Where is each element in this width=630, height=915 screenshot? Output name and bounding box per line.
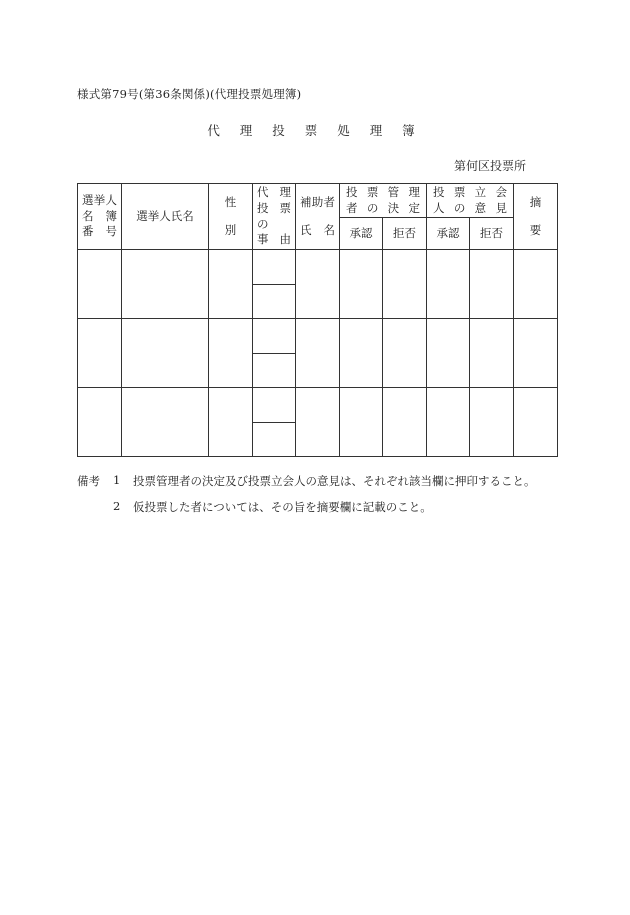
cell-proxy-reason-lower bbox=[253, 284, 296, 319]
cell-assistant-name bbox=[296, 388, 340, 457]
note-number: 1 bbox=[113, 473, 121, 487]
note-item bbox=[77, 499, 536, 525]
cell-assistant-name bbox=[296, 250, 340, 319]
notes-section bbox=[77, 473, 536, 525]
cell-register-number bbox=[78, 250, 122, 319]
cell-proxy-reason-lower bbox=[253, 353, 296, 388]
cell-witness-approve bbox=[427, 388, 470, 457]
cell-manager-approve bbox=[340, 388, 383, 457]
cell-proxy-reason-upper bbox=[253, 388, 296, 423]
cell-manager-approve bbox=[340, 250, 383, 319]
cell-manager-approve bbox=[340, 319, 383, 388]
cell-sex bbox=[209, 388, 253, 457]
form-reference: 様式第79号(第36条関係)(代理投票処理簿) bbox=[77, 87, 302, 101]
header-voter-register-number: 選挙人 名 簿 番 号 bbox=[78, 184, 122, 250]
header-assistant-name: 補助者 氏 名 bbox=[296, 184, 340, 250]
notes-label: 備考 bbox=[77, 474, 100, 488]
cell-remarks bbox=[514, 388, 558, 457]
cell-voter-name bbox=[122, 388, 209, 457]
header-manager-decision: 投 票 管 理 者 の 決 定 bbox=[340, 184, 427, 218]
header-proxy-reason: 代 理 投票の 事 由 bbox=[253, 184, 296, 250]
header-witness-reject: 拒否 bbox=[470, 218, 514, 250]
cell-proxy-reason-lower bbox=[253, 422, 296, 457]
cell-voter-name bbox=[122, 250, 209, 319]
header-sex: 性 別 bbox=[209, 184, 253, 250]
cell-voter-name bbox=[122, 319, 209, 388]
note-number: 2 bbox=[113, 499, 121, 513]
cell-register-number bbox=[78, 319, 122, 388]
note-text: 投票管理者の決定及び投票立会人の意見は、それぞれ該当欄に押印すること。 bbox=[133, 474, 536, 488]
cell-remarks bbox=[514, 319, 558, 388]
cell-register-number bbox=[78, 388, 122, 457]
cell-witness-reject bbox=[470, 250, 514, 319]
header-witness-approve: 承認 bbox=[427, 218, 470, 250]
note-item bbox=[77, 473, 536, 499]
cell-proxy-reason-upper bbox=[253, 250, 296, 285]
cell-manager-reject bbox=[383, 388, 427, 457]
cell-assistant-name bbox=[296, 319, 340, 388]
header-manager-reject: 拒否 bbox=[383, 218, 427, 250]
cell-sex bbox=[209, 250, 253, 319]
cell-manager-reject bbox=[383, 319, 427, 388]
cell-remarks bbox=[514, 250, 558, 319]
cell-witness-reject bbox=[470, 319, 514, 388]
header-voter-name: 選挙人氏名 bbox=[122, 184, 209, 250]
cell-witness-approve bbox=[427, 250, 470, 319]
proxy-voting-ledger-table bbox=[77, 183, 558, 457]
cell-manager-reject bbox=[383, 250, 427, 319]
header-remarks: 摘 要 bbox=[514, 184, 558, 250]
note-text: 仮投票した者については、その旨を摘要欄に記載のこと。 bbox=[133, 500, 432, 514]
cell-proxy-reason-upper bbox=[253, 319, 296, 354]
cell-witness-reject bbox=[470, 388, 514, 457]
header-manager-approve: 承認 bbox=[340, 218, 383, 250]
polling-station-label: 第何区投票所 bbox=[453, 159, 526, 173]
cell-sex bbox=[209, 319, 253, 388]
header-witness-opinion: 投 票 立 会 人 の 意 見 bbox=[427, 184, 514, 218]
document-title: 代 理 投 票 処 理 簿 bbox=[207, 123, 423, 138]
cell-witness-approve bbox=[427, 319, 470, 388]
